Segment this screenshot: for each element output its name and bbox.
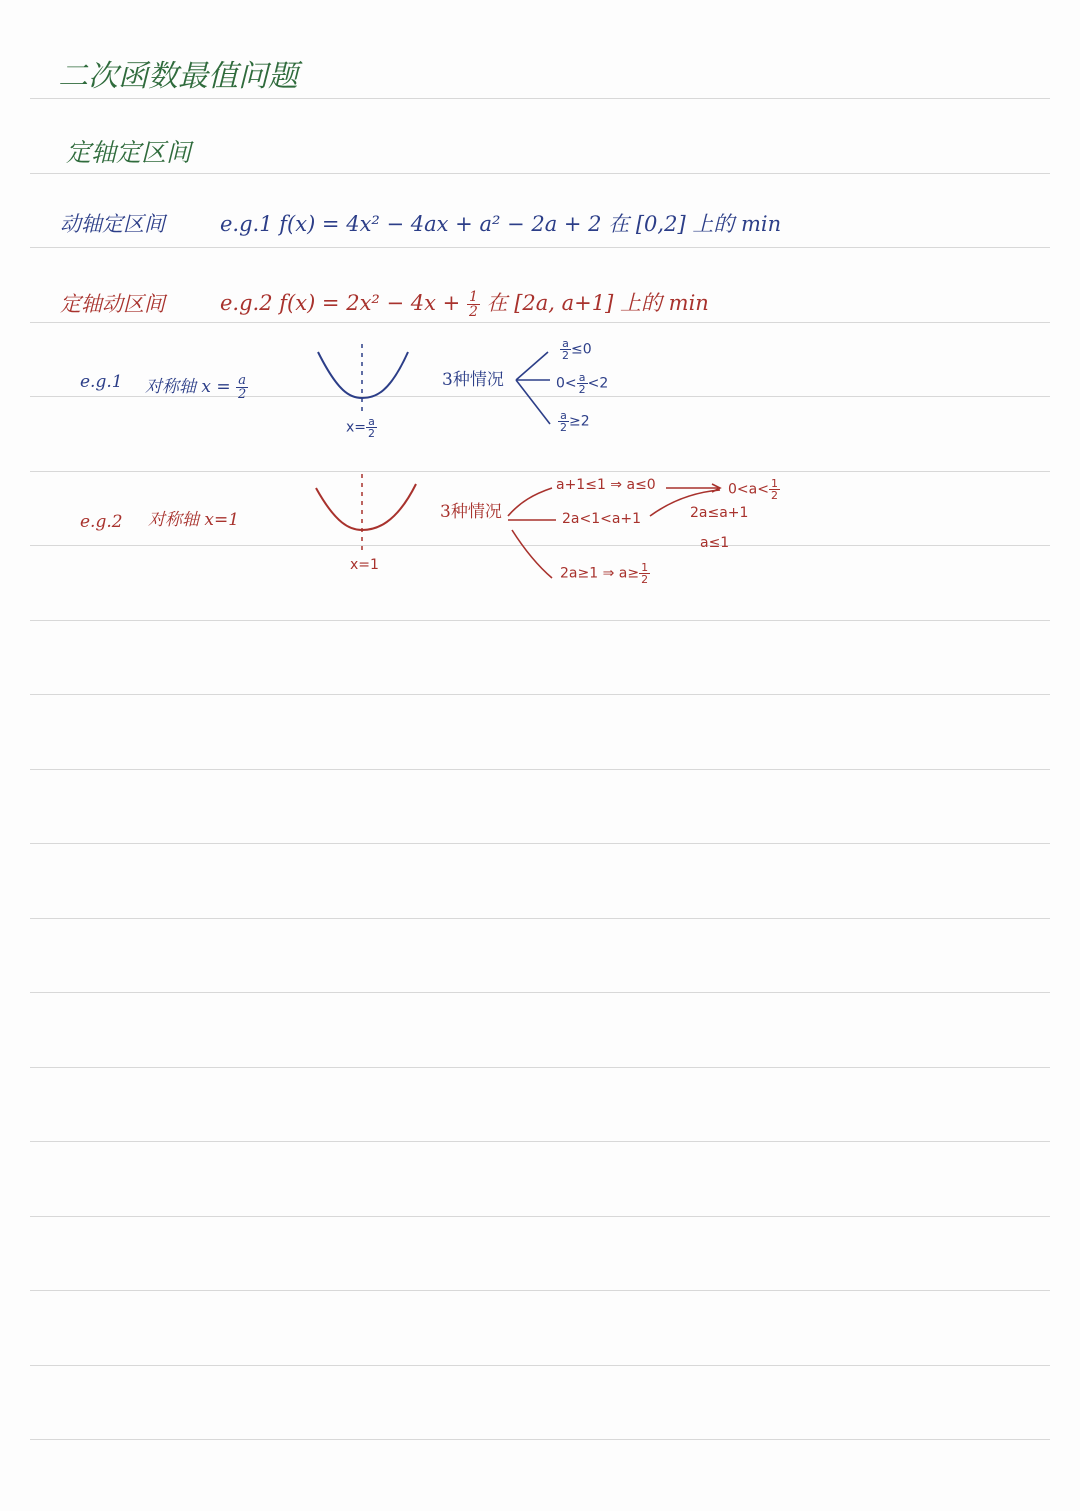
eg2-condition-2: a≤1	[700, 535, 730, 551]
fraction: $\frac{1}{2}$	[770, 477, 778, 502]
fraction: $\frac{a}{2}$	[562, 337, 569, 362]
eg2-cases-label: 3种情况	[440, 502, 502, 522]
eg1-case-3: $\frac{a}{2}$ ≥2	[560, 409, 590, 434]
fraction: $\frac{1}{2}$	[641, 561, 649, 586]
eg2-case-2: 2a<1<a+1	[562, 511, 642, 527]
page-title: 二次函数最值问题	[58, 59, 298, 94]
eg2-label: e.g.2	[80, 512, 123, 532]
eg1-case-2: 0< $\frac{a}{2}$ <2	[556, 371, 609, 396]
example-2-equation: e.g.2 f(x) = 2x² − 4x + $\frac{1}{2}$ 在 [2a, a+1] 上的 min	[220, 289, 709, 320]
fraction: $\frac{a}{2}$	[560, 409, 567, 434]
eg1-parabola	[318, 352, 408, 398]
eg2-result: 0<a< $\frac{1}{2}$	[728, 477, 778, 502]
eg2-parabola	[316, 484, 416, 530]
eg2-condition-1: 2a≤a+1	[690, 505, 749, 521]
heading-moving-interval: 定轴动区间	[60, 292, 165, 316]
eg2-vertex-label: x=1	[350, 557, 379, 573]
eg1-case-1: $\frac{a}{2}$ ≤0	[562, 337, 592, 362]
eg2-case-1: a+1≤1 ⇒ a≤0	[556, 477, 656, 493]
heading-fixed-axis-fixed-interval: 定轴定区间	[66, 138, 192, 167]
fraction: $\frac{a}{2}$	[238, 373, 247, 402]
eg1-axis: 对称轴 x = $\frac{a}{2}$	[145, 373, 247, 402]
eg2-case-3: 2a≥1 ⇒ a≥ $\frac{1}{2}$	[560, 561, 649, 586]
eg2-axis: 对称轴 x=1	[148, 510, 240, 530]
fraction: $\frac{a}{2}$	[578, 371, 586, 396]
eg2-branch-down	[512, 530, 552, 578]
eg2-branch-up	[508, 488, 552, 516]
example-1-equation: e.g.1 f(x) = 4x² − 4ax + a² − 2a + 2 在 [0,2] 上的 min	[220, 212, 782, 236]
eg1-vertex-label: x= $\frac{a}{2}$	[346, 415, 376, 440]
eg2-arrow-mid	[650, 490, 720, 516]
heading-moving-axis: 动轴定区间	[60, 212, 165, 236]
fraction: $\frac{a}{2}$	[368, 415, 376, 440]
eg1-label: e.g.1	[80, 372, 123, 392]
eg1-branch-up	[516, 352, 548, 380]
eg1-branch-down	[516, 380, 550, 424]
fraction: $\frac{1}{2}$	[468, 289, 478, 320]
eg1-cases-label: 3种情况	[442, 370, 504, 390]
